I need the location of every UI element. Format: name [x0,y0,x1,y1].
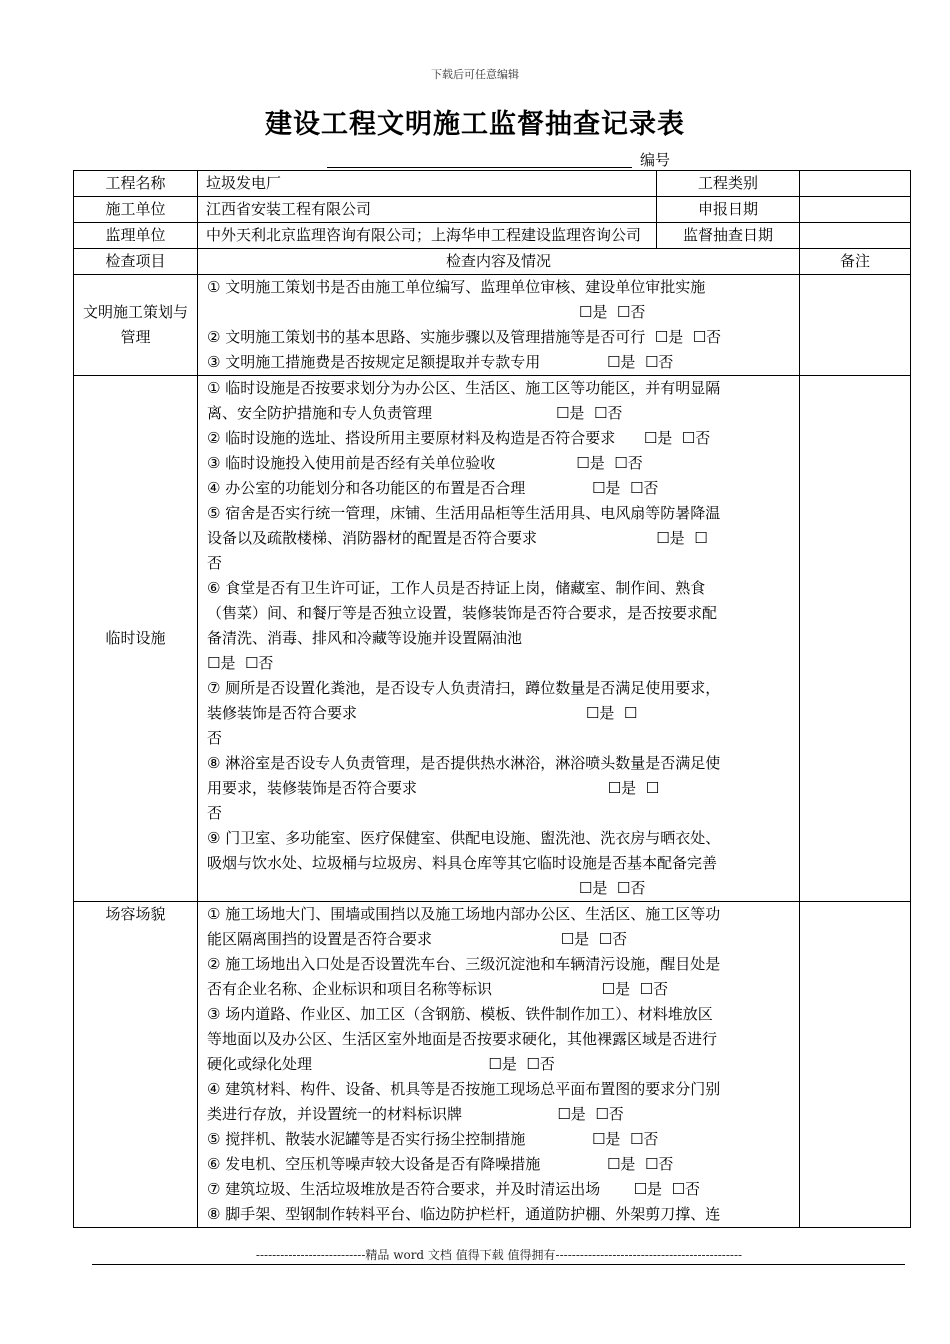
section-remark [800,902,911,1228]
column-header-remark: 备注 [800,249,911,275]
content-line: ☐是 ☐否 [207,879,646,897]
content-line: ① 临时设施是否按要求划分为办公区、生活区、施工区等功能区，并有明显隔 [207,379,721,397]
project-type-value [800,171,911,197]
project-name-value: 垃圾发电厂 [198,171,657,197]
content-line: 用要求，装修装饰是否符合要求 ☐是 ☐ [207,779,660,797]
content-line: 能区隔离围挡的设置是否符合要求 ☐是 ☐否 [207,930,628,948]
content-line: ⑤ 宿舍是否实行统一管理，床铺、生活用品柜等生活用具、电风扇等防暑降温 [207,504,721,522]
content-line: ⑧ 淋浴室是否设专人负责管理，是否提供热水淋浴，淋浴喷头数量是否满足使 [207,754,721,772]
content-line: 否 [207,554,223,572]
content-line: ② 施工场地出入口处是否设置洗车台、三级沉淀池和车辆清污设施，醒目处是 [207,955,721,973]
contractor-label: 施工单位 [74,197,198,223]
content-line: 装修装饰是否符合要求 ☐是 ☐ [207,704,638,722]
contractor-value: 江西省安装工程有限公司 [198,197,657,223]
project-type-label: 工程类别 [657,171,800,197]
column-header-content: 检查内容及情况 [198,249,800,275]
content-line: 类进行存放，并设置统一的材料标识牌 ☐是 ☐否 [207,1105,624,1123]
footer-rule [92,1264,905,1265]
row-project-name [74,171,911,197]
section-row [74,376,911,902]
content-line: 吸烟与饮水处、垃圾桶与垃圾房、料具仓库等其它临时设施是否基本配备完善 [207,854,718,872]
supervisor-label: 监理单位 [74,223,198,249]
content-line: ☐是 ☐否 [207,654,274,672]
content-line: ⑦ 建筑垃圾、生活垃圾堆放是否符合要求，并及时清运出场 ☐是 ☐否 [207,1180,701,1198]
section-content [198,902,800,1228]
section-content [198,275,800,376]
section-remark [800,275,911,376]
content-line: ☐是 ☐否 [207,303,646,321]
content-line: 离、安全防护措施和专人负责管理 ☐是 ☐否 [207,404,623,422]
content-line: ④ 建筑材料、构件、设备、机具等是否按施工现场总平面布置图的要求分门别 [207,1080,721,1098]
column-header-item: 检查项目 [74,249,198,275]
section-name: 场容场貌 [74,902,198,1228]
report-date-label: 申报日期 [657,197,800,223]
content-line: 否 [207,804,223,822]
content-line: ② 临时设施的选址、搭设所用主要原材料及构造是否符合要求 ☐是 ☐否 [207,429,711,447]
content-line: ① 文明施工策划书是否由施工单位编写、监理单位审核、建设单位审批实施 [207,278,706,296]
content-line: ⑥ 食堂是否有卫生许可证，工作人员是否持证上岗，储藏室、制作间、熟食 [207,579,706,597]
content-line: ② 文明施工策划书的基本思路、实施步骤以及管理措施等是否可行 ☐是 ☐否 [207,328,722,346]
supervisor-value: 中外天利北京监理咨询有限公司；上海华申工程建设监理咨询公司 [198,223,657,249]
number-underline [327,167,632,168]
report-date-value [800,197,911,223]
inspection-date-label: 监督抽查日期 [657,223,800,249]
project-name-label: 工程名称 [74,171,198,197]
content-line: ① 施工场地大门、围墙或围挡以及施工场地内部办公区、生活区、施工区等功 [207,905,721,923]
section-name: 文明施工策划与管理 [74,275,198,376]
content-line: ⑦ 厕所是否设置化粪池，是否设专人负责清扫，蹲位数量是否满足使用要求， [207,679,721,697]
row-contractor [74,197,911,223]
content-line: ④ 办公室的功能划分和各功能区的布置是否合理 ☐是 ☐否 [207,479,659,497]
content-line: 备清洗、消毒、排风和冷藏等设施并设置隔油池 [207,629,523,647]
number-label: 编号 [640,151,671,169]
inspection-table [73,170,911,1228]
content-line: 等地面以及办公区、生活区室外地面是否按要求硬化，其他裸露区域是否进行 [207,1030,718,1048]
content-line: 否 [207,729,223,747]
section-remark [800,376,911,902]
content-line: ③ 场内道路、作业区、加工区（含钢筋、模板、铁件制作加工）、材料堆放区 [207,1005,713,1023]
header-note: 下载后可任意编辑 [431,68,519,81]
section-content [198,376,800,902]
row-supervisor [74,223,911,249]
section-row [74,902,911,1228]
content-line: ⑤ 搅拌机、散装水泥罐等是否实行扬尘控制措施 ☐是 ☐否 [207,1130,659,1148]
content-line: ⑥ 发电机、空压机等噪声较大设备是否有降噪措施 ☐是 ☐否 [207,1155,674,1173]
content-line: 设备以及疏散楼梯、消防器材的配置是否符合要求 ☐是 ☐ [207,529,708,547]
content-line: ⑨ 门卫室、多功能室、医疗保健室、供配电设施、盥洗池、洗衣房与晒衣处、 [207,829,721,847]
footer-text: ---------------------------精品 word 文档 值得下载 值得拥有---------------------------------------------- [255,1248,743,1262]
content-line: ⑧ 脚手架、型钢制作转料平台、临边防护栏杆，通道防护棚、外架剪刀撑、连 [207,1205,721,1223]
content-line: 否有企业名称、企业标识和项目名称等标识 ☐是 ☐否 [207,980,669,998]
content-line: ③ 临时设施投入使用前是否经有关单位验收 ☐是 ☐否 [207,454,643,472]
section-name: 临时设施 [74,376,198,902]
content-line: （售菜）间、和餐厅等是否独立设置，装修装饰是否符合要求，是否按要求配 [207,604,718,622]
page-title: 建设工程文明施工监督抽查记录表 [265,109,685,140]
row-column-headers [74,249,911,275]
content-line: ③ 文明施工措施费是否按规定足额提取并专款专用 ☐是 ☐否 [207,353,674,371]
section-row [74,275,911,376]
content-line: 硬化或绿化处理 ☐是 ☐否 [207,1055,555,1073]
inspection-date-value [800,223,911,249]
